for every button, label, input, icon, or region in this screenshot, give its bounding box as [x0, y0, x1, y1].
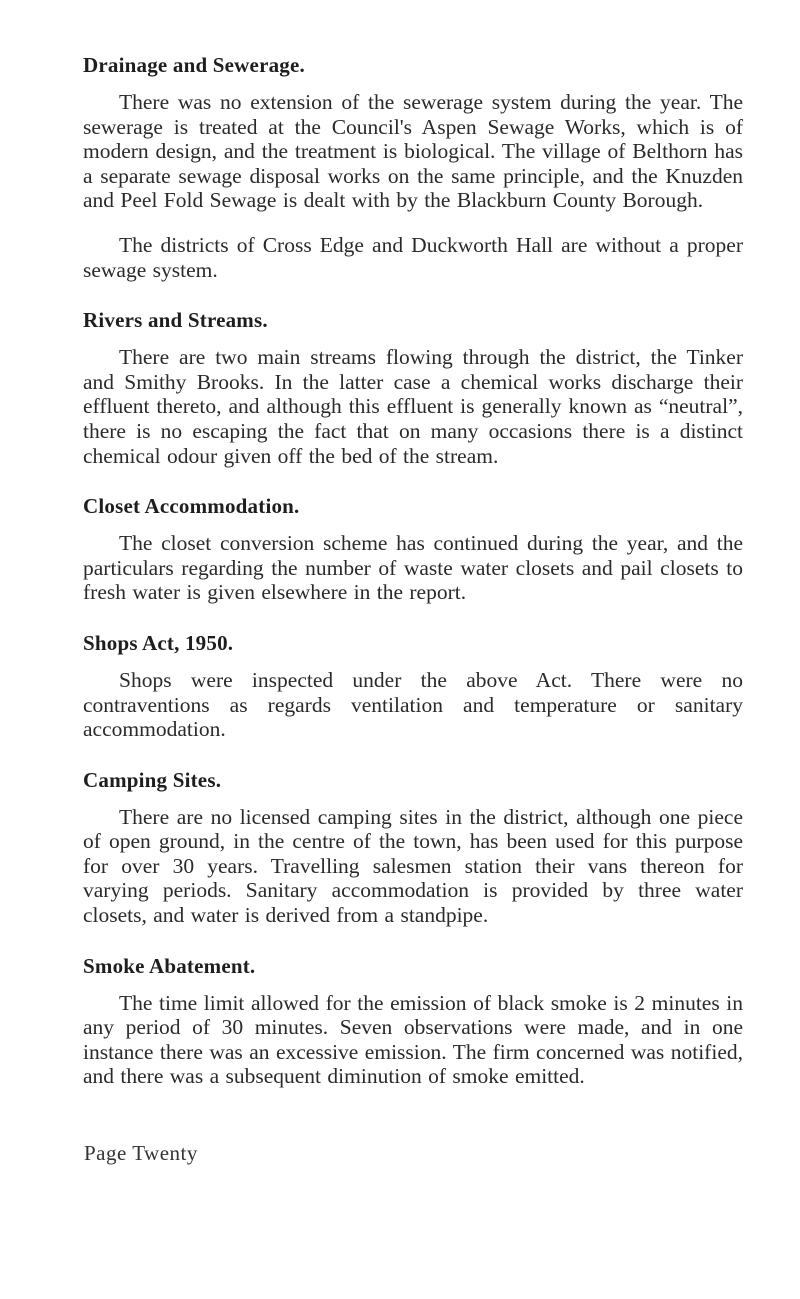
section-camping-sites: [83, 767, 743, 928]
section-heading: Shops Act, 1950.: [83, 630, 234, 655]
section-drainage-sewerage: [83, 52, 743, 282]
section-shops-act: [83, 630, 743, 742]
paragraph: Shops were inspected under the above Act. There were no contraventions as regards ventilation and temperature or sanitary accommodation.: [83, 667, 743, 742]
paragraph: The time limit allowed for the emission of black smoke is 2 minutes in any period of 30 minutes. Seven observations were made, and in one instance there was an excessive emission. The firm concerned was notified, and there was a subsequent diminution of smoke emitted.: [83, 990, 743, 1089]
section-smoke-abatement: [83, 953, 743, 1089]
section-closet-accommodation: [83, 493, 743, 605]
section-heading: Drainage and Sewerage.: [83, 53, 305, 77]
paragraph: There are two main streams flowing through the district, the Tinker and Smithy Brooks. In the latter case a chemical works discharge their effluent thereto, and although this effluent is generally known as “neutral”, there is no escaping the fact that on many occasions there is a distinct chemical odour given off the bed of the stream.: [83, 345, 743, 468]
paragraph: There was no extension of the sewerage system during the year. The sewerage is treated at the Council's Aspen Sewage Works, which is of modern design, and the treatment is biological. The village of Belthorn has a separate sewage disposal works on the same principle, and the Knuzden and Peel Fold Sewage is dealt with by the Blackburn County Borough.: [83, 90, 743, 213]
section-rivers-streams: [83, 307, 743, 468]
section-heading: Closet Accommodation.: [83, 494, 300, 519]
paragraph: There are no licensed camping sites in the district, although one piece of open ground, in the centre of the town, has been used for this purpose for over 30 years. Travelling salesmen station their vans thereon for varying periods. Sanitary accommodation is provided by three water closets, and water is derived from a standpipe.: [83, 804, 743, 928]
paragraph: The closet conversion scheme has continued during the year, and the particulars regarding the number of waste water closets and pail closets to fresh water is given elsewhere in the report.: [83, 531, 743, 605]
document-page: [83, 52, 743, 1109]
paragraph: The districts of Cross Edge and Duckworth Hall are without a proper sewage system.: [83, 232, 743, 282]
section-heading: Smoke Abatement.: [83, 953, 256, 978]
section-heading: Rivers and Streams.: [83, 308, 268, 333]
page-number: Page Twenty: [84, 1141, 198, 1165]
section-heading: Camping Sites.: [83, 767, 222, 792]
